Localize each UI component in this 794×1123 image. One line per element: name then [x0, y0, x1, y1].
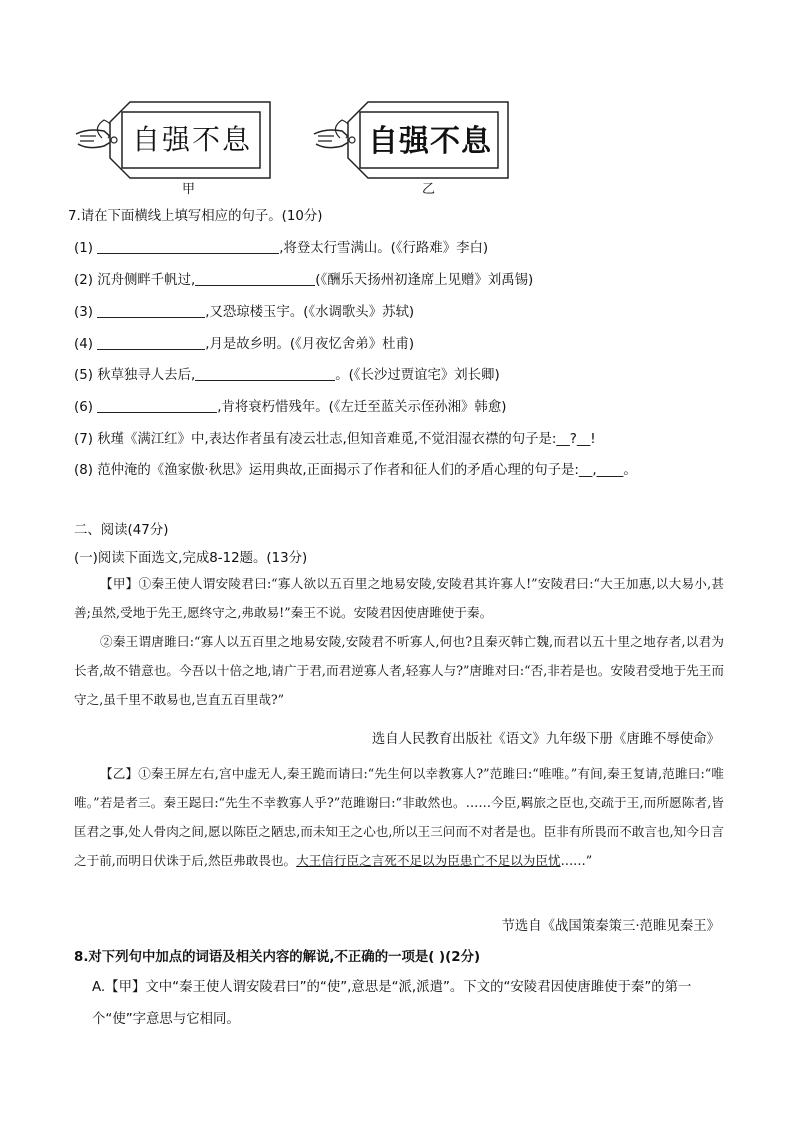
q7-item-6: (6) ,肯将衰朽惜残年。(《左迁至蓝关示侄孙湘》韩愈): [74, 400, 507, 415]
tag-yi-text: 自强不息: [368, 124, 492, 159]
answer-blank[interactable]: [195, 271, 315, 286]
q7-item-4: (4) ,月是故乡明。(《月夜忆舍弟》杜甫): [74, 337, 415, 352]
underlined-sentence: 大王信行臣之言死不足以为臣患亡不足以为臣忧: [296, 853, 561, 868]
q7-item-2: (2) 沉舟侧畔千帆过, (《酬乐天扬州初逢席上见赠》刘禹锡): [74, 273, 534, 288]
q7-item-7: (7) 秋瑾《满江红》中,表达作者虽有凌云壮志,但知音难觅,不觉泪湿衣襟的句子是:__?__!: [74, 432, 596, 447]
tag-jia-text: 自强不息: [131, 123, 252, 156]
q7-item-8: (8) 范仲淹的《渔家傲·秋思》运用典故,正面揭示了作者和征人们的矛盾心理的句子是:__,____。: [74, 463, 637, 478]
passage-jia-paragraph-1: 【甲】①秦王使人谓安陵君曰:“寡人欲以五百里之地易安陵,安陵君其许寡人!”安陵君曰:“大王加惠,以大易小,甚善;虽然,受地于先王,愿终守之,弗敢易!”秦王不说。安陵君因使唐雎使于秦。: [74, 576, 724, 620]
passage-jia-paragraph-2: ②秦王谓唐雎曰:“寡人以五百里之地易安陵,安陵君不听寡人,何也?且秦灭韩亡魏,而君以五十里之地存者,以君为长者,故不错意也。今吾以十倍之地,请广于君,而君逆寡人者,轻寡人与?”唐雎对曰:“否,非若是也。安陵君受地于先王而守之,虽千里不敢易也,岂直五百里哉?”: [74, 634, 724, 707]
passage-yi-source: 节选自《战国策秦策三·范睢见秦王》: [501, 919, 720, 934]
section2-title: 二、阅读(47分): [74, 523, 169, 538]
answer-blank[interactable]: [97, 303, 205, 318]
section2-part1-instruction: (一)阅读下面选文,完成8-12题。(13分): [74, 551, 308, 566]
answer-blank[interactable]: [97, 335, 205, 350]
q7-item-1: (1) ,将登太行雪满山。(《行路难》李白): [74, 241, 489, 256]
tag-yi-caption: 乙: [422, 182, 436, 197]
q7-title: 7.请在下面横线上填写相应的句子。(10分): [68, 209, 323, 224]
passage-yi-paragraph-1: 【乙】①秦王屏左右,宫中虚无人,秦王跪而请曰:“先生何以幸教寡人?”范雎曰:“唯唯。”有间,秦王复请,范雎曰:“唯唯。”若是者三。秦王跽曰:“先生不幸教寡人乎?”范雎谢曰:“非敢然也。……今臣,羁旅之臣也,交疏于王,而所愿陈者,皆匡君之事,处人骨肉之间,愿以陈臣之陋忠,而未知王之心也,所以王三问而不对者是也。臣非有所畏而不敢言也,知今日言之于前,而明日伏诛于后,然臣弗敢畏也。大王信行臣之言死不足以为臣患亡不足以为臣忧……”: [74, 766, 724, 868]
answer-blank[interactable]: [195, 366, 335, 381]
passage-jia-source: 选自人民教育出版社《语文》九年级下册《唐雎不辱使命》: [371, 732, 720, 747]
q8-option-a: A.【甲】文中“秦王使人谓安陵君曰”的“使”,意思是“派,派遣”。下文的“安陵君因使唐雎使于秦”的第一个“使”字意思与它相同。: [92, 980, 692, 1027]
answer-blank[interactable]: [97, 398, 217, 413]
q7-item-5: (5) 秋草独寻人去后, 。(《长沙过贾谊宅》刘长卿): [74, 368, 500, 383]
answer-blank[interactable]: [97, 239, 279, 254]
tag-jia-caption: 甲: [182, 182, 196, 197]
q8-title: 8.对下列句中加点的词语及相关内容的解说,不正确的一项是( )(2分): [74, 950, 481, 965]
q7-item-3: (3) ,又恐琼楼玉宇。(《水调歌头》苏轼): [74, 305, 415, 320]
